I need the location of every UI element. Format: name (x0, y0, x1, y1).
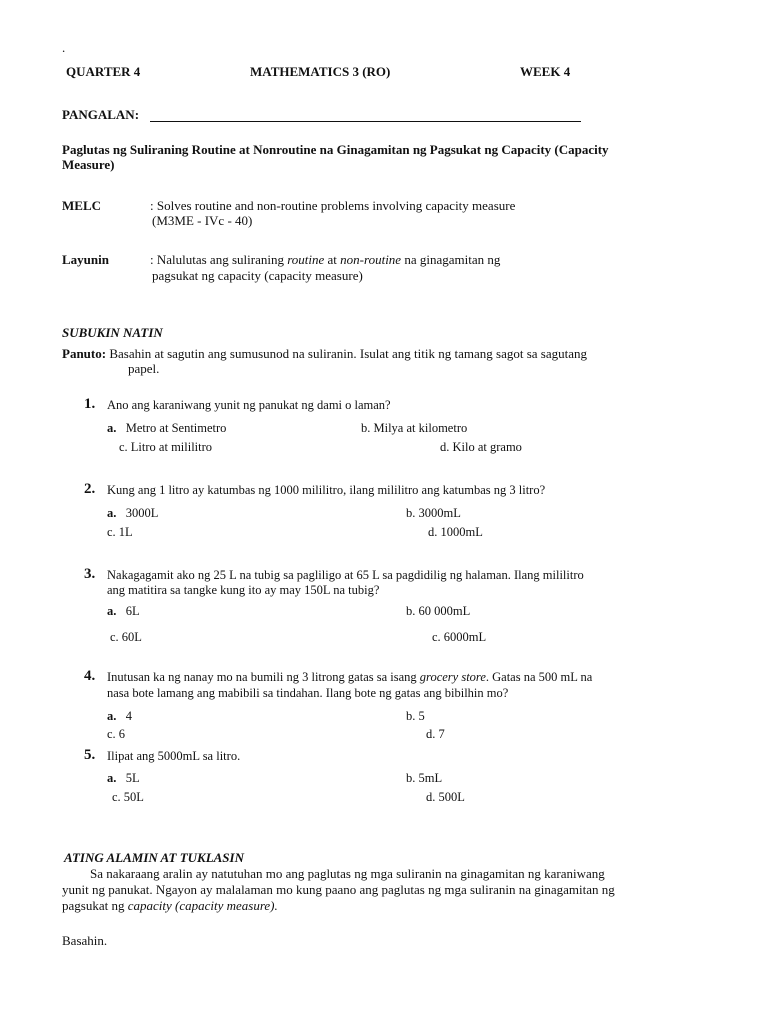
option-a-text: Metro at Sentimetro (125, 421, 227, 435)
option-a-text: 3000L (125, 506, 159, 520)
question-5-text: Ilipat ang 5000mL sa litro. (107, 749, 241, 763)
question-3-option-c: c. 60L (110, 630, 142, 644)
question-5-option-a (107, 771, 140, 786)
question-5-option-d: d. 500L (426, 790, 465, 804)
question-4-option-c: c. 6 (107, 727, 126, 741)
question-1-option-c: c. Litro at mililitro (119, 440, 213, 454)
alamin-line3-prefix: pagsukat ng (62, 898, 128, 913)
question-1-text: Ano ang karaniwang yunit ng panukat ng dami o laman? (107, 398, 391, 412)
question-1-option-a (107, 421, 226, 436)
option-a-letter: a. (107, 506, 117, 520)
panuto-line2: papel. (128, 361, 160, 376)
question-3-text-line1: Nakagagamit ako ng 25 L na tubig sa pagliligo at 65 L sa pagdidilig ng halaman. Ilang mililitro (107, 568, 584, 582)
layunin-suffix: na ginagamitan ng (401, 252, 501, 267)
subject-label: MATHEMATICS 3 (RO) (250, 64, 391, 79)
question-4-text-line2: nasa bote lamang ang mabibili sa tindahan. Ilang bote ng gatas ang bibilhin mo? (107, 686, 509, 700)
question-5-option-b: b. 5mL (406, 771, 443, 785)
question-2-option-b: b. 3000mL (406, 506, 461, 520)
question-2-option-a (107, 506, 158, 521)
alamin-line3-italic: capacity (capacity measure). (127, 898, 278, 913)
melc-text-line2: (M3ME - IVc - 40) (152, 213, 253, 228)
subukin-heading: SUBUKIN NATIN (62, 325, 163, 340)
option-a-letter: a. (107, 421, 117, 435)
alamin-paragraph-line3 (62, 898, 278, 914)
question-4-number: 4. (84, 668, 96, 684)
lesson-title-line1: Paglutas ng Suliraning Routine at Nonroutine na Ginagamitan ng Pagsukat ng Capacity (Capacity (62, 142, 609, 157)
option-a-letter: a. (107, 771, 117, 785)
question-4-option-a (107, 709, 132, 724)
question-1-option-b: b. Milya at kilometro (361, 421, 468, 435)
question-2-number: 2. (84, 481, 96, 497)
question-1-option-d: d. Kilo at gramo (440, 440, 522, 454)
basahin-text: Basahin. (62, 933, 108, 948)
option-a-text: 4 (125, 709, 132, 723)
panuto-line1 (62, 346, 587, 362)
question-2-option-c: c. 1L (107, 525, 133, 539)
question-4-prefix: Inutusan ka ng nanay mo na bumili ng 3 litrong gatas sa isang (107, 670, 420, 684)
layunin-text-line1 (150, 252, 500, 268)
panuto-label: Panuto: (62, 346, 107, 361)
lesson-title-line2: Measure) (62, 157, 115, 172)
option-a-letter: a. (107, 604, 117, 618)
layunin-text-line2: pagsukat ng capacity (capacity measure) (152, 268, 363, 283)
week-label: WEEK 4 (520, 64, 571, 79)
alamin-paragraph-line2: yunit ng panukat. Ngayon ay malalaman mo kung paano ang paglutas ng mga suliranin na ginagamitan ng (62, 882, 615, 897)
melc-text-line1: : Solves routine and non-routine problems involving capacity measure (150, 198, 516, 213)
layunin-routine: routine (287, 252, 325, 267)
name-input-line[interactable] (150, 121, 581, 122)
question-3-option-d: c. 6000mL (432, 630, 487, 644)
question-4-suffix: . Gatas na 500 mL na (485, 670, 593, 684)
alamin-paragraph-line1: Sa nakaraang aralin ay natutuhan mo ang paglutas ng mga suliranin na ginagamitan ng karaniwang (90, 866, 605, 881)
question-4-option-b: b. 5 (406, 709, 425, 723)
question-5-option-c: c. 50L (112, 790, 144, 804)
option-a-text: 6L (125, 604, 140, 618)
layunin-nonroutine: non-routine (340, 252, 402, 267)
name-label: PANGALAN: (62, 107, 140, 122)
question-3-option-a (107, 604, 140, 619)
question-3-option-b: b. 60 000mL (406, 604, 471, 618)
question-4-italic: grocery store (419, 670, 486, 684)
question-3-text-line2: ang matitira sa tangke kung ito ay may 150L na tubig? (107, 583, 380, 597)
melc-label: MELC (62, 198, 101, 213)
question-1-number: 1. (84, 396, 96, 412)
question-4-option-d: d. 7 (426, 727, 445, 741)
option-a-letter: a. (107, 709, 117, 723)
quarter-label: QUARTER 4 (66, 64, 141, 79)
question-5-number: 5. (84, 747, 96, 763)
layunin-mid: at (324, 252, 341, 267)
panuto-text: Basahin at sagutin ang sumusunod na suliranin. Isulat ang titik ng tamang sagot sa sagutang (106, 346, 587, 361)
stray-dot: . (62, 40, 66, 55)
question-2-text: Kung ang 1 litro ay katumbas ng 1000 mililitro, ilang mililitro ang katumbas ng 3 litro? (107, 483, 546, 497)
option-a-text: 5L (125, 771, 140, 785)
question-4-text-line1 (107, 670, 592, 685)
question-2-option-d: d. 1000mL (428, 525, 483, 539)
layunin-label: Layunin (62, 252, 109, 267)
alamin-heading: ATING ALAMIN AT TUKLASIN (64, 850, 244, 865)
layunin-prefix: : Nalulutas ang suliraning (150, 252, 288, 267)
question-3-number: 3. (84, 566, 96, 582)
